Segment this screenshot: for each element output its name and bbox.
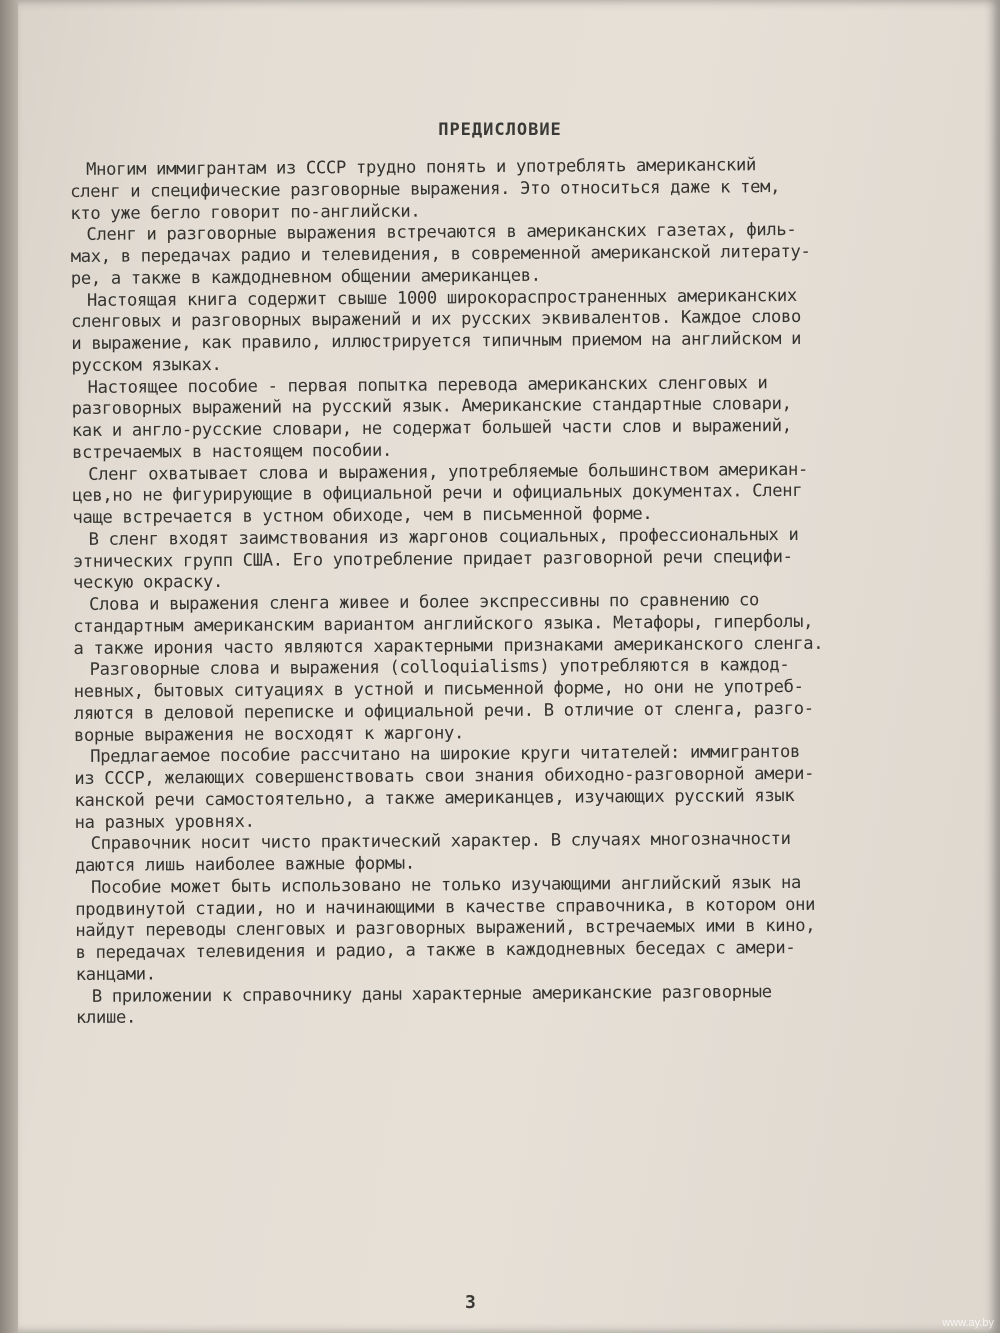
body-text: [70, 154, 956, 1030]
paragraph-12: В приложении к справочнику даны характерные американские разговорные клише.: [75, 981, 772, 1029]
page-title: ПРЕДИСЛОВИЕ: [438, 120, 562, 140]
watermark: www.ay.by: [942, 1317, 994, 1329]
paragraph-5: Сленг охватывает слова и выражения, употребляемые большинством американ- цев,но не фигурирующие в официальной речи и официальных документах. Сленг чаще встречается в устном обиходе, чем в письменной форме.: [72, 459, 809, 528]
paragraph-9: Предлагаемое пособие рассчитано на широкие круги читателей: иммигрантов из СССР, желающих совершенствовать свои знания обиходно-разговорной амери- канской речи самостоятельно, а также американцев, изучающих русский язык на разных уровнях.: [74, 742, 815, 833]
paragraph-1: Многим иммигрантам из СССР трудно понять и употреблять американский сленг и специфические разговорные выражения. Это относиться даже к тем, кто уже бегло говорит по-английски.: [70, 155, 781, 224]
paragraph-3: Настоящая книга содержит свыше 1000 широкораспространенных американских сленговых и разговорных выражений и их русских эквивалентов. Каждое слово и выражение, как правило, иллюстрируется типичным приемом на английском и русском языках.: [71, 285, 802, 376]
paragraph-2: Сленг и разговорные выражения встречаются в американских газетах, филь- мах, в передачах радио и телевидения, в современной американской литерату- ре, а также в каждодневном общении американцев.: [70, 220, 811, 289]
paragraph-10: Справочник носит чисто практический характер. В случаях многозначности даются лишь наиболее важные формы.: [74, 829, 791, 876]
paragraph-7: Слова и выражения сленга живее и более экспрессивны по сравнению со стандартным американским вариантом английского языка. Метафоры, гиперболы, а также ирония часто являются характерными признаками американского сленга.: [73, 590, 824, 659]
page-number: 3: [465, 1292, 476, 1313]
page-edge: [0, 0, 18, 1333]
paragraph-11: Пособие может быть использовано не только изучающими английский язык на продвинутой стадии, но и начинающими в качестве справочника, в котором они найдут переводы сленговых и разговорных выражений, встречаемых ими в кино, в передачах телевидения и радио, а также в каждодневных беседах с амери- канцами.: [75, 872, 816, 985]
paragraph-6: В сленг входят заимствования из жаргонов социальных, профессиональных и этнических групп США. Его употребление придает разговорной речи специфи- ческую окраску.: [72, 524, 799, 594]
paragraph-8: Разговорные слова и выражения (colloquialisms) употребляются в каждод- невных, бытовых ситуациях в устной и письменной форме, но они не употреб- ляются в деловой переписке и официальной речи. В отличие от сленга, разго- ворные выражения не восходят к жаргону.: [73, 655, 814, 746]
paragraph-4: Настоящее пособие - первая попытка перевода американских сленговых и разговорных выражений на русский язык. Американские стандартные словари, как и англо-русские словари, не содержат большей части слов и выражений, встречаемых в настоящем пособии.: [71, 372, 792, 463]
